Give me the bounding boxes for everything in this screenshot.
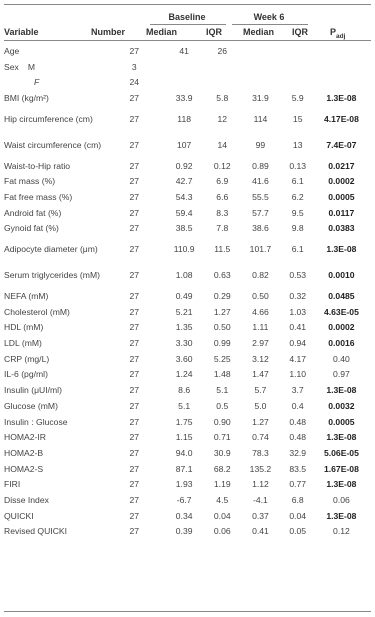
variable-cell: [4, 476, 108, 492]
number-cell: 27: [129, 385, 140, 396]
variable-cell: [4, 367, 108, 383]
header-padj: [330, 27, 345, 40]
header-baseline-median: Median: [146, 27, 178, 37]
baseline-iqr-cell: 30.9: [213, 447, 231, 458]
padj-cell: 1.3E-08: [326, 244, 357, 255]
week6-median-cell: 0.82: [252, 270, 269, 281]
number-cell: 27: [129, 139, 140, 150]
week6-median-cell: 135.2: [249, 463, 272, 474]
variable-cell: [4, 205, 108, 221]
variable-cell: [4, 74, 108, 90]
padj-cell: 1.3E-08: [326, 510, 357, 521]
week6-iqr-cell: 6.2: [291, 191, 304, 202]
baseline-iqr-cell: [207, 59, 237, 75]
number-cell: 24: [129, 77, 140, 88]
week6-median-cell: 0.50: [252, 291, 269, 302]
baseline-iqr-cell: [207, 74, 237, 90]
variable-label: HDL (mM): [4, 322, 44, 333]
variable-cell: [4, 508, 108, 524]
padj-cell: [312, 59, 371, 75]
baseline-median-cell: 3.30: [175, 338, 193, 349]
baseline-iqr-cell: 5.25: [213, 353, 231, 364]
week6-iqr-cell: 13: [292, 139, 303, 150]
variable-label: F: [34, 77, 40, 88]
number-cell: 27: [129, 176, 140, 187]
baseline-median-cell: 110.9: [173, 244, 195, 255]
table-row: [4, 476, 371, 492]
variable-cell: [4, 132, 108, 158]
baseline-median-cell: 0.34: [175, 510, 193, 521]
baseline-median-cell: 38.5: [175, 223, 193, 234]
number-cell: 27: [129, 322, 140, 333]
number-cell: 27: [129, 416, 140, 427]
padj-cell: 0.0117: [328, 207, 355, 218]
number-cell: 3: [131, 61, 137, 72]
table-row: [4, 304, 371, 320]
number-cell: 27: [129, 526, 140, 537]
baseline-iqr-cell: 6.9: [216, 176, 229, 187]
baseline-iqr-cell: 68.2: [213, 463, 231, 474]
table-row: [4, 132, 371, 158]
week6-iqr-cell: 0.32: [289, 291, 307, 302]
week6-median-cell: 2.97: [252, 338, 269, 349]
week6-iqr-cell: 0.48: [289, 416, 307, 427]
number-cell: 27: [129, 369, 140, 380]
table-row: [4, 90, 371, 106]
baseline-median-cell: 94.0: [175, 447, 193, 458]
baseline-iqr-cell: 0.04: [213, 510, 231, 521]
week6-median-cell: [237, 43, 283, 59]
week6-iqr-cell: 1.03: [289, 306, 307, 317]
padj-cell: 1.3E-08: [326, 385, 357, 396]
variable-label: IL-6 (pg/ml): [4, 369, 48, 380]
variable-label: FIRI: [4, 479, 21, 490]
baseline-iqr-cell: 0.50: [213, 322, 231, 333]
padj-cell: 4.63E-05: [323, 306, 359, 317]
padj-cell: 1.3E-08: [326, 92, 357, 103]
baseline-iqr-cell: 4.5: [216, 494, 229, 505]
week6-median-cell: 4.66: [252, 306, 269, 317]
baseline-median-cell: 33.9: [175, 92, 193, 103]
padj-cell: 0.0383: [328, 223, 355, 234]
baseline-median-cell: 1.15: [175, 432, 193, 443]
baseline-median-cell: 5.1: [178, 400, 191, 411]
week6-iqr-cell: 0.05: [289, 526, 307, 537]
baseline-iqr-cell: 5.8: [216, 92, 229, 103]
variable-label: Android fat (%): [4, 207, 62, 218]
variable-cell: [4, 173, 108, 189]
variable-label: Waist-to-Hip ratio: [4, 160, 71, 171]
number-cell: 27: [129, 92, 140, 103]
variable-cell: [4, 304, 108, 320]
baseline-median-cell: 54.3: [175, 191, 193, 202]
header-number: Number: [91, 27, 126, 37]
table-row: [4, 288, 371, 304]
week6-median-cell: 99: [255, 139, 266, 150]
number-cell: 27: [129, 306, 140, 317]
table-row: [4, 43, 371, 59]
number-cell: 27: [129, 463, 140, 474]
baseline-median-cell: 3.60: [175, 353, 193, 364]
table-row: [4, 335, 371, 351]
baseline-median-cell: [161, 59, 207, 75]
week6-median-cell: 5.7: [254, 385, 267, 396]
table-row: [4, 205, 371, 221]
table-row: [4, 189, 371, 205]
baseline-iqr-cell: 11.5: [214, 244, 231, 255]
baseline-median-cell: 118: [177, 113, 191, 124]
table-row: [4, 492, 371, 508]
variable-cell: [4, 492, 108, 508]
week6-median-cell: -4.1: [253, 494, 268, 505]
week6-median-cell: 78.3: [252, 447, 269, 458]
variable-sublabel: M: [27, 61, 35, 72]
baseline-median-cell: 59.4: [175, 207, 193, 218]
baseline-median-cell: 5.21: [175, 306, 193, 317]
week6-median-cell: 1.11: [252, 322, 269, 333]
padj-cell: [312, 43, 371, 59]
week6-iqr-cell: 0.04: [289, 510, 307, 521]
variable-label: QUICKI: [4, 510, 34, 521]
number-cell: 27: [129, 432, 140, 443]
number-cell: 27: [129, 113, 140, 124]
week6-iqr-cell: 6.1: [291, 244, 304, 255]
week6-iqr-cell: [284, 43, 312, 59]
week6-median-cell: 0.89: [252, 160, 269, 171]
baseline-iqr-cell: 0.29: [213, 291, 231, 302]
number-cell: 27: [129, 353, 140, 364]
variable-label: Fat mass (%): [4, 176, 56, 187]
week6-iqr-cell: 83.5: [289, 463, 307, 474]
week6-median-cell: 114: [253, 113, 268, 124]
week6-iqr-cell: 15: [292, 113, 303, 124]
variable-cell: [4, 445, 108, 461]
week6-median-cell: 57.7: [252, 207, 269, 218]
baseline-iqr-cell: 12: [217, 113, 228, 124]
variable-cell: [4, 158, 108, 174]
padj-cell: 5.06E-05: [323, 447, 359, 458]
baseline-iqr-cell: 0.90: [213, 416, 231, 427]
week6-iqr-cell: 6.8: [291, 494, 304, 505]
number-cell: 27: [129, 223, 140, 234]
padj-cell: 1.67E-08: [323, 463, 359, 474]
padj-cell: 0.12: [333, 526, 350, 537]
variable-label: HOMA2-S: [4, 463, 44, 474]
table-row: [4, 221, 371, 237]
week6-iqr-cell: 9.8: [291, 223, 304, 234]
results-table-body: [4, 43, 371, 539]
table-row: [4, 414, 371, 430]
table-row: [4, 236, 371, 262]
header-week6-median: Median: [243, 27, 275, 37]
baseline-median-cell: 87.1: [175, 463, 193, 474]
padj-cell: 0.0217: [328, 160, 355, 171]
variable-label: Hip circumference (cm): [4, 113, 93, 124]
variable-label: CRP (mg/L): [4, 353, 50, 364]
week6-iqr-cell: 0.53: [289, 270, 307, 281]
padj-cell: 4.17E-08: [323, 113, 359, 124]
number-cell: 27: [129, 479, 140, 490]
baseline-median-cell: 107: [176, 139, 192, 150]
variable-label: Disse Index: [4, 494, 49, 505]
baseline-median-cell: 1.75: [175, 416, 193, 427]
variable-cell: [4, 189, 108, 205]
baseline-iqr-cell: 6.6: [216, 191, 229, 202]
header-padj-p: P: [330, 27, 337, 37]
baseline-group-header: Baseline: [168, 12, 206, 22]
week6-iqr-cell: [284, 59, 312, 75]
variable-label: Insulin (μUI/ml): [4, 385, 62, 396]
results-table: [4, 43, 371, 539]
variable-label: Adipocyte diameter (μm): [4, 244, 98, 255]
week6-iqr-cell: 0.13: [289, 160, 307, 171]
header-week6-iqr: IQR: [292, 27, 309, 37]
variable-cell: [4, 43, 108, 59]
variable-cell: [4, 262, 108, 288]
baseline-iqr-cell: 5.1: [216, 385, 229, 396]
table-top-rule: [4, 4, 371, 5]
padj-cell: 0.0016: [328, 338, 355, 349]
number-cell: 27: [129, 400, 140, 411]
number-cell: 27: [129, 244, 140, 255]
variable-cell: [4, 221, 108, 237]
variable-cell: [4, 90, 108, 106]
variable-label: Serum triglycerides (mM): [4, 270, 100, 281]
variable-label: Insulin : Glucose: [4, 416, 68, 427]
table-row: [4, 367, 371, 383]
padj-cell: 0.40: [333, 353, 350, 364]
week6-median-cell: 1.27: [252, 416, 269, 427]
week6-median-cell: 31.9: [252, 92, 269, 103]
week6-iqr-cell: 0.77: [289, 479, 307, 490]
table-row: [4, 262, 371, 288]
variable-cell: [4, 335, 108, 351]
table-row: [4, 173, 371, 189]
week6-median-cell: 0.74: [252, 432, 269, 443]
baseline-iqr-cell: 0.71: [213, 432, 231, 443]
week6-median-cell: [237, 59, 283, 75]
week6-iqr-cell: 32.9: [289, 447, 307, 458]
week6-median-cell: 1.12: [252, 479, 269, 490]
week6-median-cell: 5.0: [254, 400, 267, 411]
variable-label: NEFA (mM): [4, 291, 49, 302]
table-row: [4, 106, 371, 132]
baseline-median-cell: -6.7: [176, 494, 192, 505]
table-row: [4, 59, 371, 75]
week6-iqr-cell: 0.4: [291, 400, 304, 411]
table-row: [4, 445, 371, 461]
week6-iqr-cell: 3.7: [291, 385, 304, 396]
table-row: [4, 398, 371, 414]
number-cell: 27: [129, 447, 140, 458]
baseline-group-rule: [150, 24, 226, 25]
variable-label: Glucose (mM): [4, 400, 58, 411]
variable-cell: [4, 288, 108, 304]
padj-cell: 0.06: [333, 494, 350, 505]
table-row: [4, 429, 371, 445]
variable-label: Waist circumference (cm): [4, 139, 102, 150]
padj-cell: 0.97: [333, 369, 350, 380]
table-row: [4, 508, 371, 524]
baseline-median-cell: 8.6: [178, 385, 191, 396]
table-row: [4, 351, 371, 367]
baseline-median-cell: 1.93: [175, 479, 193, 490]
week6-median-cell: [237, 74, 283, 90]
baseline-iqr-cell: 0.06: [213, 526, 231, 537]
variable-cell: [4, 429, 108, 445]
baseline-median-cell: 0.92: [175, 160, 193, 171]
variable-label: Cholesterol (mM): [4, 306, 70, 317]
number-cell: 27: [129, 338, 140, 349]
baseline-median-cell: 0.49: [175, 291, 193, 302]
variable-cell: [4, 59, 108, 75]
week6-median-cell: 1.47: [252, 369, 269, 380]
variable-label: LDL (mM): [4, 338, 42, 349]
variable-cell: [4, 106, 108, 132]
baseline-iqr-cell: 0.63: [213, 270, 231, 281]
variable-label: BMI (kg/m²): [4, 92, 49, 103]
week6-median-cell: 0.41: [252, 526, 269, 537]
number-cell: 27: [129, 45, 140, 56]
baseline-iqr-cell: 8.3: [216, 207, 229, 218]
week6-iqr-cell: 0.48: [289, 432, 307, 443]
number-cell: 27: [129, 494, 140, 505]
baseline-iqr-cell: 1.48: [213, 369, 231, 380]
header-padj-sub: adj: [336, 32, 346, 40]
padj-cell: 0.0005: [328, 416, 355, 427]
number-cell: 27: [129, 191, 140, 202]
number-cell: 27: [129, 207, 140, 218]
padj-cell: 0.0005: [328, 191, 355, 202]
baseline-iqr-cell: 1.19: [213, 479, 231, 490]
padj-cell: 0.0032: [328, 400, 355, 411]
table-header-rule: [4, 40, 371, 41]
variable-cell: [4, 414, 108, 430]
baseline-iqr-cell: 0.99: [213, 338, 231, 349]
week6-iqr-cell: 6.1: [291, 176, 304, 187]
variable-label: Sex: [4, 61, 19, 72]
padj-cell: 0.0010: [328, 270, 355, 281]
baseline-iqr-cell: 26: [217, 45, 228, 56]
table-row: [4, 382, 371, 398]
week6-iqr-cell: 0.41: [289, 322, 307, 333]
variable-cell: [4, 320, 108, 336]
variable-label: Age: [4, 45, 20, 56]
number-cell: 27: [129, 291, 140, 302]
baseline-iqr-cell: 0.12: [213, 160, 231, 171]
baseline-median-cell: 0.39: [175, 526, 193, 537]
padj-cell: 1.3E-08: [326, 479, 357, 490]
number-cell: 27: [129, 270, 140, 281]
baseline-median-cell: 41: [179, 45, 189, 56]
baseline-median-cell: 1.24: [175, 369, 193, 380]
padj-cell: 1.3E-08: [326, 432, 357, 443]
week6-median-cell: 3.12: [252, 353, 269, 364]
header-variable: Variable: [4, 27, 39, 37]
baseline-median-cell: 42.7: [175, 176, 193, 187]
table-row: [4, 320, 371, 336]
baseline-iqr-cell: 1.27: [213, 306, 231, 317]
week6-iqr-cell: 0.94: [289, 338, 307, 349]
variable-cell: [4, 382, 108, 398]
baseline-median-cell: 1.35: [175, 322, 193, 333]
baseline-iqr-cell: 7.8: [216, 223, 229, 234]
week6-iqr-cell: 5.9: [291, 92, 304, 103]
header-baseline-iqr: IQR: [206, 27, 223, 37]
week6-median-cell: 41.6: [252, 176, 269, 187]
padj-cell: 0.0485: [328, 291, 355, 302]
week6-iqr-cell: 1.10: [289, 369, 307, 380]
week6-group-header: Week 6: [253, 12, 285, 22]
week6-iqr-cell: 9.5: [291, 207, 304, 218]
variable-cell: [4, 398, 108, 414]
week6-group-rule: [232, 24, 308, 25]
table-row: [4, 524, 371, 540]
padj-cell: [312, 74, 371, 90]
week6-median-cell: 101.7: [249, 244, 272, 255]
number-cell: 27: [129, 510, 140, 521]
table-row: [4, 74, 371, 90]
baseline-median-cell: 1.08: [175, 270, 193, 281]
baseline-iqr-cell: 14: [217, 139, 228, 150]
number-cell: 27: [129, 160, 140, 171]
baseline-median-cell: [161, 74, 207, 90]
table-row: [4, 158, 371, 174]
variable-label: Gynoid fat (%): [4, 223, 59, 234]
variable-label: HOMA2-B: [4, 447, 44, 458]
variable-cell: [4, 524, 108, 540]
variable-label: Revised QUICKI: [4, 526, 68, 537]
variable-cell: [4, 351, 108, 367]
table-row: [4, 461, 371, 477]
padj-cell: 0.0002: [328, 176, 355, 187]
week6-median-cell: 38.6: [252, 223, 269, 234]
week6-median-cell: 55.5: [252, 191, 269, 202]
week6-median-cell: 0.37: [252, 510, 269, 521]
week6-iqr-cell: 4.17: [289, 353, 307, 364]
table-bottom-rule: [4, 611, 371, 612]
variable-cell: [4, 236, 108, 262]
variable-label: HOMA2-IR: [4, 432, 47, 443]
padj-cell: 7.4E-07: [326, 139, 357, 150]
baseline-iqr-cell: 0.5: [216, 400, 229, 411]
week6-iqr-cell: [284, 74, 312, 90]
padj-cell: 0.0002: [328, 322, 355, 333]
variable-label: Fat free mass (%): [4, 191, 73, 202]
variable-cell: [4, 461, 108, 477]
